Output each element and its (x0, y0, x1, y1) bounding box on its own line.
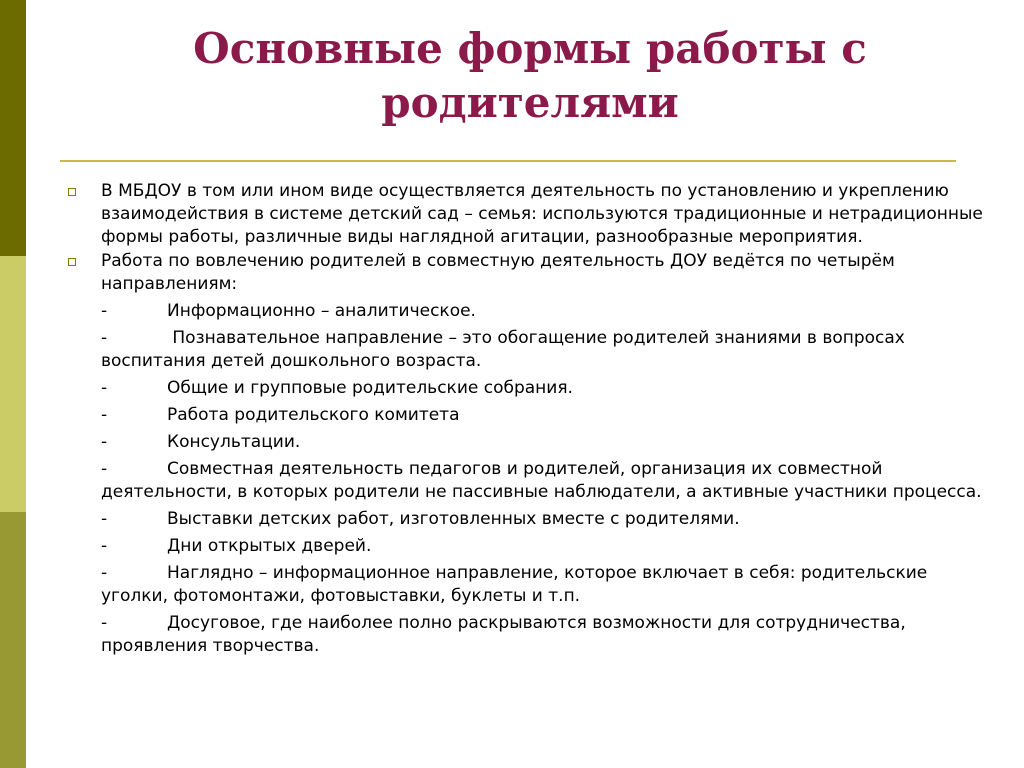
sub-list-text: Информационно – аналитическое. (167, 301, 476, 321)
sub-list-item (64, 300, 994, 323)
sub-list-text: Дни открытых дверей. (167, 536, 372, 556)
sub-list-item (64, 377, 994, 400)
sub-list-text: Досуговое, где наиболее полно раскрываются возможности для сотрудничества, проявления творчества. (101, 613, 906, 656)
bullet-text: Работа по вовлечению родителей в совместную деятельность ДОУ ведётся по четырём направлениям: (101, 251, 895, 294)
dash-marker: - (101, 459, 108, 479)
bullet-text: В МБДОУ в том или ином виде осуществляется деятельность по установлению и укреплению взаимодействия в системе детский сад – семья: используются традиционные и нетрадиционные формы работы, различные виды наглядной агитации, разнообразные мероприятия. (101, 181, 983, 247)
slide-title-line1: Основные формы работы с (193, 24, 867, 73)
sub-list-item (64, 458, 994, 504)
sub-list-item (64, 404, 994, 427)
bullet-item (64, 180, 994, 249)
sub-list-text: Совместная деятельность педагогов и родителей, организация их совместной деятельности, в которых родители не пассивные наблюдатели, а активные участники процесса. (101, 459, 982, 502)
dash-marker: - (101, 405, 108, 425)
sidebar-stripe-middle (0, 256, 26, 512)
dash-marker: - (101, 328, 108, 348)
dash-marker: - (101, 613, 108, 633)
dash-marker: - (101, 509, 108, 529)
square-bullet-icon (68, 188, 76, 196)
slide-body (64, 180, 994, 658)
sub-list-item (64, 431, 994, 454)
sub-list-item (64, 508, 994, 531)
sub-list-text: Консультации. (167, 432, 301, 452)
sub-list-item (64, 535, 994, 558)
sub-list-text: Выставки детских работ, изготовленных вместе с родителями. (167, 509, 740, 529)
dash-marker: - (101, 432, 108, 452)
sub-list-item (64, 612, 994, 658)
slide-title-line2: родителями (381, 78, 679, 127)
dash-marker: - (101, 301, 108, 321)
sub-list-text: Работа родительского комитета (167, 405, 460, 425)
sidebar-stripe-bottom (0, 512, 26, 768)
sub-list-text: Общие и групповые родительские собрания. (167, 378, 573, 398)
sub-list-text: Наглядно – информационное направление, которое включает в себя: родительские уголки, фотомонтажи, фотовыставки, буклеты и т.п. (101, 563, 928, 606)
bullet-item (64, 250, 994, 296)
slide-title (60, 22, 1000, 130)
square-bullet-icon (68, 258, 76, 266)
dash-marker: - (101, 536, 108, 556)
sub-list-item (64, 327, 994, 373)
dash-marker: - (101, 378, 108, 398)
sub-list-item (64, 562, 994, 608)
title-divider (60, 160, 956, 162)
dash-marker: - (101, 563, 108, 583)
sidebar-stripe-top (0, 0, 26, 256)
sub-list-text: Познавательное направление – это обогащение родителей знаниями в вопросах воспитания детей дошкольного возраста. (101, 328, 905, 371)
